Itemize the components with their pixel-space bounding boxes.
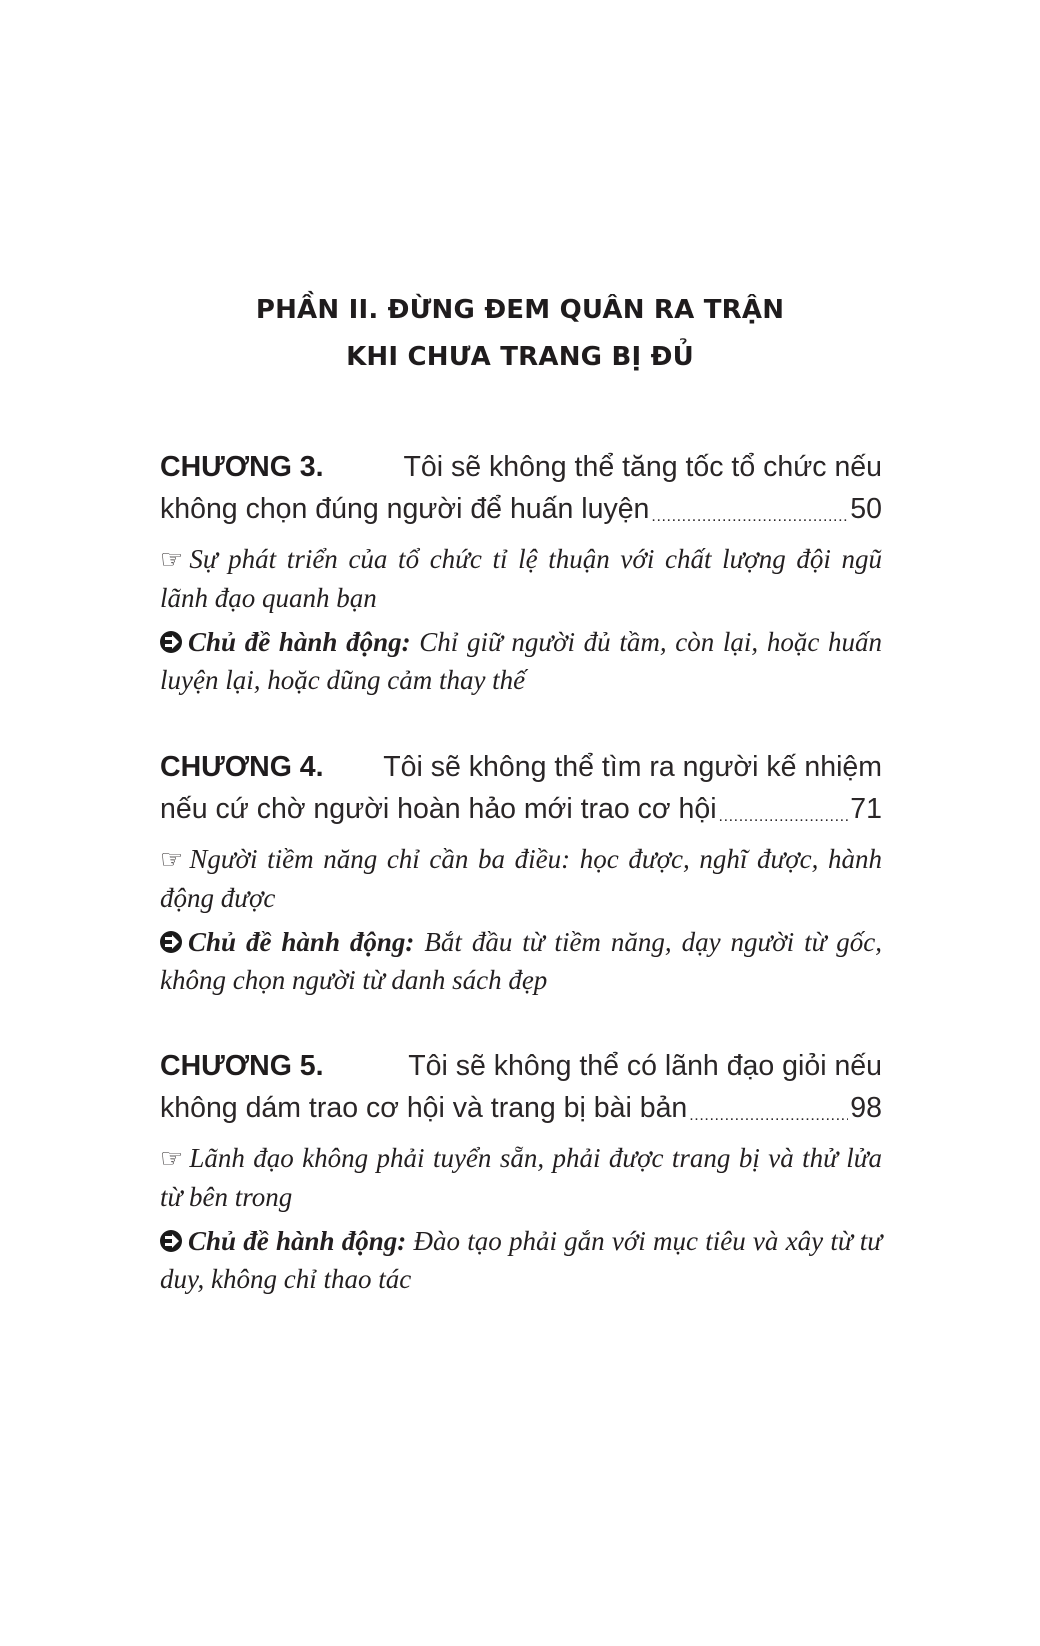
chapter-title-line-2: không dám trao cơ hội và trang bị bài bản bbox=[160, 1092, 688, 1124]
chapter-title[interactable] bbox=[160, 746, 882, 830]
chapter-action bbox=[160, 923, 882, 999]
arrow-circle-icon bbox=[160, 631, 182, 653]
chapter-label: CHƯƠNG 3. bbox=[160, 451, 324, 483]
arrow-circle-icon bbox=[160, 931, 182, 953]
note-text: Người tiềm năng chỉ cần ba điều: học được, nghĩ được, hành động được bbox=[160, 844, 882, 913]
action-text: Đào tạo phải gắn với mục tiêu và xây từ tư duy, không chỉ thao tác bbox=[160, 1226, 883, 1294]
chapter-action bbox=[160, 623, 882, 699]
action-label: Chủ đề hành động: bbox=[188, 627, 411, 657]
chapter-label: CHƯƠNG 4. bbox=[160, 751, 324, 783]
note-text: Sự phát triển của tổ chức tỉ lệ thuận với chất lượng đội ngũ lãnh đạo quanh bạn bbox=[160, 544, 882, 613]
chapter-title-line-1: Tôi sẽ không thể tăng tốc tổ chức nếu bbox=[403, 451, 882, 483]
toc-entry-chapter-3[interactable] bbox=[160, 446, 882, 699]
dot-leader bbox=[689, 1087, 848, 1129]
action-text: Chỉ giữ người đủ tầm, còn lại, hoặc huấn luyện lại, hoặc dũng cảm thay thế bbox=[160, 627, 882, 695]
chapter-title-line-2: nếu cứ chờ người hoàn hảo mới trao cơ hội bbox=[160, 793, 717, 825]
pointing-hand-icon: ☞ bbox=[160, 1144, 184, 1173]
action-label: Chủ đề hành động: bbox=[188, 1226, 407, 1256]
chapter-title[interactable] bbox=[160, 446, 882, 530]
pointing-hand-icon: ☞ bbox=[160, 545, 184, 574]
note-text: Lãnh đạo không phải tuyển sẵn, phải được trang bị và thử lửa từ bên trong bbox=[160, 1143, 882, 1212]
chapter-note bbox=[160, 540, 882, 617]
action-text: Bắt đầu từ tiềm năng, dạy người từ gốc, không chọn người từ danh sách đẹp bbox=[160, 927, 882, 995]
page-number: 71 bbox=[850, 793, 882, 825]
arrow-circle-icon bbox=[160, 1230, 182, 1252]
toc-entry-chapter-4[interactable] bbox=[160, 746, 882, 999]
chapter-title-line-2: không chọn đúng người để huấn luyện bbox=[160, 493, 650, 525]
toc-entry-chapter-5[interactable] bbox=[160, 1045, 882, 1298]
dot-leader bbox=[719, 788, 849, 830]
part-title bbox=[160, 287, 880, 381]
action-label: Chủ đề hành động: bbox=[188, 927, 415, 957]
chapter-title-line-1: Tôi sẽ không thể có lãnh đạo giỏi nếu bbox=[408, 1050, 882, 1082]
part-title-line-2: KHI CHƯA TRANG BỊ ĐỦ bbox=[346, 342, 694, 372]
page-number: 50 bbox=[850, 493, 882, 525]
part-title-line-1: PHẦN II. ĐỪNG ĐEM QUÂN RA TRẬN bbox=[255, 295, 785, 325]
chapter-label: CHƯƠNG 5. bbox=[160, 1050, 324, 1082]
chapter-note bbox=[160, 1139, 882, 1216]
chapter-title-line-1: Tôi sẽ không thể tìm ra người kế nhiệm bbox=[383, 751, 882, 783]
chapter-note bbox=[160, 840, 882, 917]
pointing-hand-icon: ☞ bbox=[160, 845, 184, 874]
dot-leader bbox=[651, 488, 848, 530]
chapter-action bbox=[160, 1222, 882, 1298]
page-number: 98 bbox=[850, 1092, 882, 1124]
chapter-title[interactable] bbox=[160, 1045, 882, 1129]
